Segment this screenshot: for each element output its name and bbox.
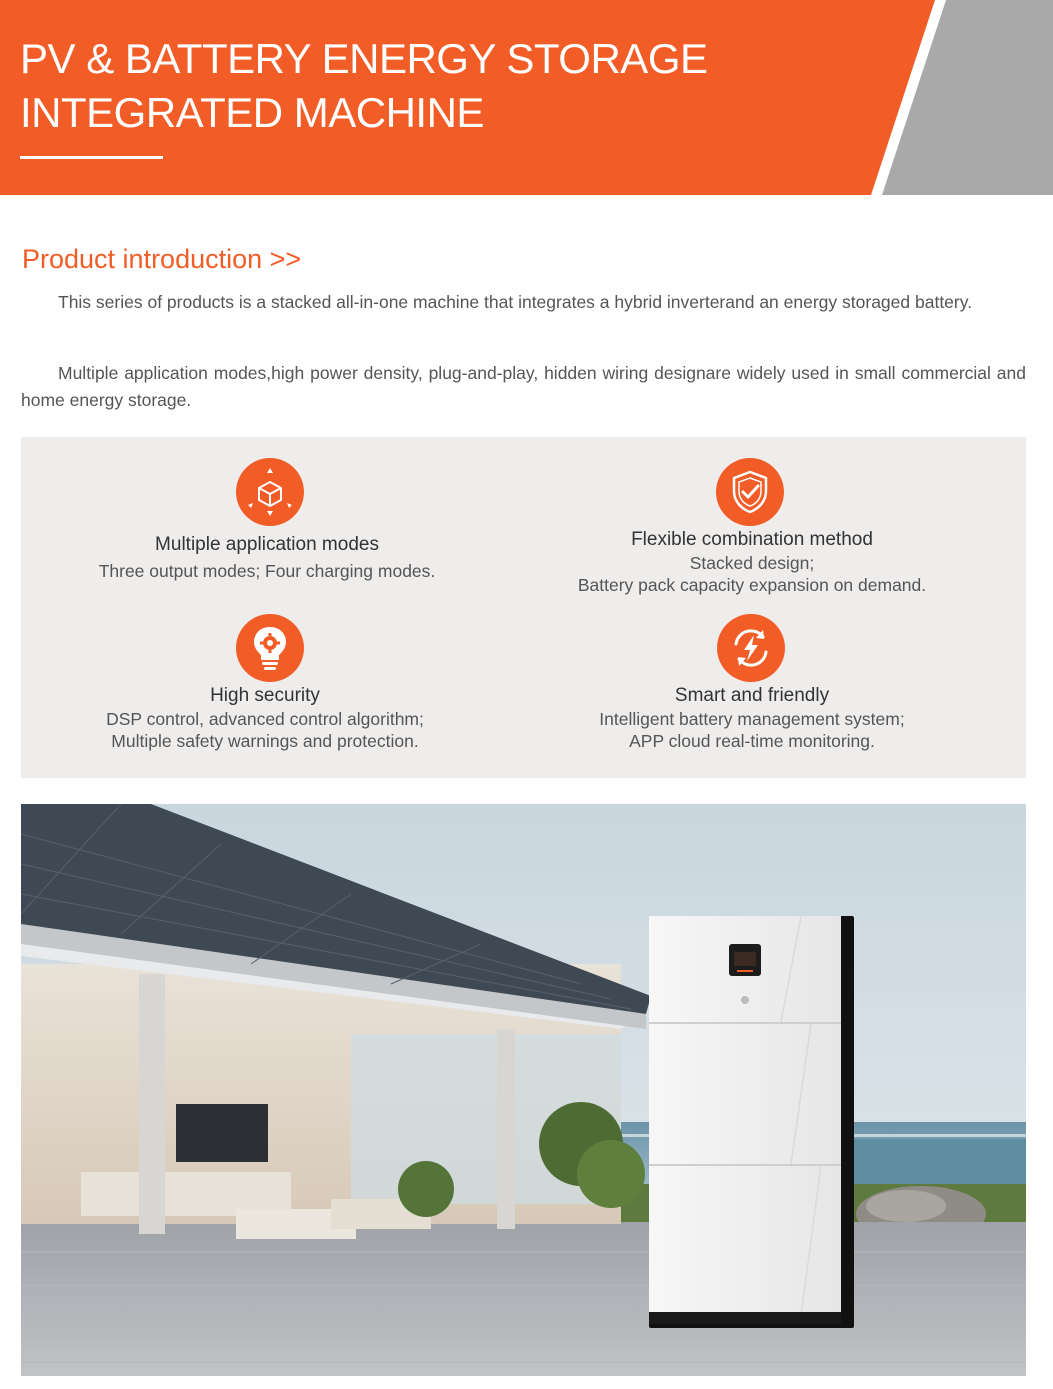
feature-application-modes [21,533,513,582]
intro-paragraph-2: Multiple application modes,high power density, plug-and-play, hidden wiring designare widely used in small commercial and home energy storage. [21,363,1026,410]
house-pillar [139,974,165,1234]
feature-desc-line2: Multiple safety warnings and protection. [111,731,419,751]
page-title-line2: INTEGRATED MACHINE [20,89,484,136]
feature-smart-friendly [513,684,991,752]
lightbulb-gear-icon [236,614,304,682]
feature-title: Multiple application modes [155,534,379,555]
intro-paragraph-1: This series of products is a stacked all-in-one machine that integrates a hybrid inverterand an energy storaged battery. [58,292,973,312]
shield-check-icon [716,458,784,526]
power-button-icon [741,996,749,1004]
cube-icon [236,458,304,526]
feature-desc-line1: Intelligent battery management system; [599,709,905,729]
feature-title: Smart and friendly [674,685,830,706]
feature-combination-method [513,528,991,596]
page-title [20,32,860,140]
feature-desc-line2: APP cloud real-time monitoring. [629,731,875,751]
product-scene-photo [21,804,1026,1376]
feature-desc-line1: Stacked design; [689,553,815,573]
feature-title: High security [210,685,320,706]
features-panel [21,437,1026,778]
section-heading: Product introduction >> [22,244,302,274]
patio-deck [21,1222,1026,1376]
television [176,1104,268,1162]
energy-storage-cabinet [649,916,854,1328]
feature-desc-line1: DSP control, advanced control algorithm; [106,709,424,729]
header-banner [0,0,1053,195]
feature-high-security [21,684,509,752]
feature-title: Flexible combination method [631,529,873,550]
lightning-refresh-icon [717,614,785,682]
feature-desc: Three output modes; Four charging modes. [98,561,436,581]
feature-desc-line2: Battery pack capacity expansion on demand. [577,575,927,595]
title-underline [20,156,163,159]
page-title-line1: PV & BATTERY ENERGY STORAGE [20,35,708,82]
